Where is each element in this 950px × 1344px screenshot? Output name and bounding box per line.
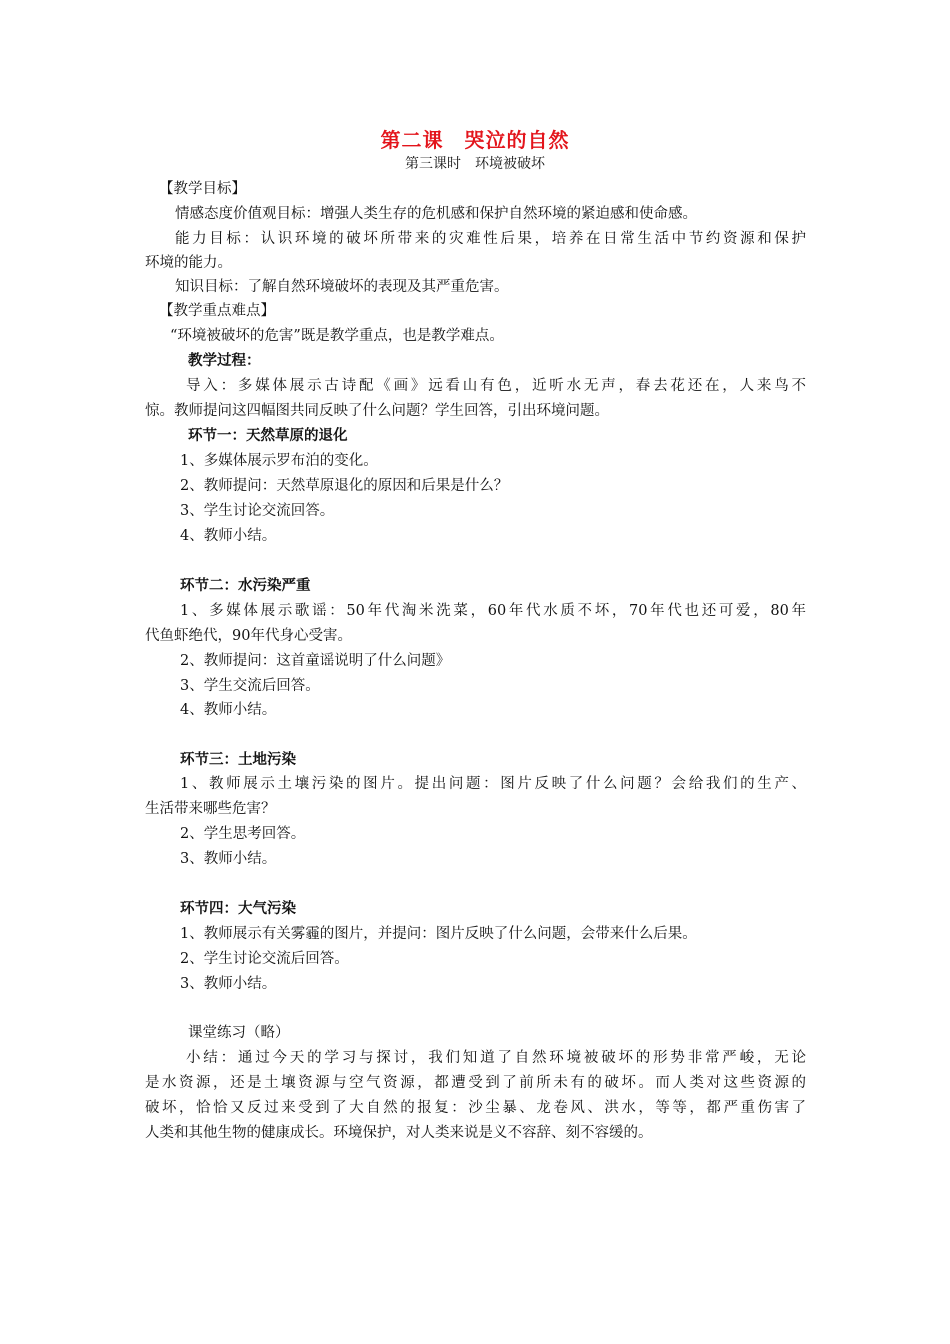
key-points-text: “环境被破坏的危害”既是教学重点，也是教学难点。 bbox=[170, 328, 504, 344]
knowledge-objective: 知识目标：了解自然环境破坏的表现及其严重危害。 bbox=[175, 279, 509, 295]
list-item: 3、教师小结。 bbox=[180, 976, 277, 992]
section2-item1-line2: 代鱼虾绝代，90年代身心受害。 bbox=[145, 628, 352, 644]
list-item: 1、教师展示有关雾霾的图片，并提问：图片反映了什么问题，会带来什么后果。 bbox=[180, 926, 697, 942]
list-item: 2、学生思考回答。 bbox=[180, 826, 306, 842]
ability-objective-line1: 能力目标：认识环境的破坏所带来的灾难性后果，培养在日常生活中节约资源和保护 bbox=[175, 231, 806, 247]
list-item: 2、学生讨论交流后回答。 bbox=[180, 951, 349, 967]
emotion-objective: 情感态度价值观目标：增强人类生存的危机感和保护自然环境的紧迫感和使命感。 bbox=[175, 206, 697, 222]
lesson-title: 第二课 哭泣的自然 bbox=[380, 128, 570, 152]
summary-line2: 是水资源，还是土壤资源与空气资源，都遭受到了前所未有的破坏。而人类对这些资源的 bbox=[145, 1075, 806, 1091]
list-item: 3、学生交流后回答。 bbox=[180, 678, 320, 694]
summary-line1: 小结：通过今天的学习与探讨，我们知道了自然环境被破坏的形势非常严峻，无论 bbox=[186, 1050, 806, 1066]
section4-heading: 环节四：大气污染 bbox=[180, 901, 296, 917]
practice-text: 课堂练习（略） bbox=[188, 1025, 290, 1041]
list-item: 4、教师小结。 bbox=[180, 528, 277, 544]
list-item: 1、多媒体展示罗布泊的变化。 bbox=[180, 453, 378, 469]
list-item: 3、教师小结。 bbox=[180, 851, 277, 867]
section2-item1-line1: 1、多媒体展示歌谣：50年代淘米洗菜，60年代水质不坏，70年代也还可爱，80年 bbox=[180, 603, 806, 619]
list-item: 4、教师小结。 bbox=[180, 702, 277, 718]
section1-heading: 环节一：天然草原的退化 bbox=[188, 428, 348, 444]
lesson-subtitle: 第三课时 环境被破坏 bbox=[405, 156, 545, 172]
section3-heading: 环节三：土地污染 bbox=[180, 752, 296, 768]
section2-heading: 环节二：水污染严重 bbox=[180, 578, 311, 594]
list-item: 2、教师提问：这首童谣说明了什么问题》 bbox=[180, 653, 451, 669]
summary-line4: 人类和其他生物的健康成长。环境保护，对人类来说是义不容辞、刻不容缓的。 bbox=[145, 1125, 653, 1141]
summary-line3: 破坏，恰恰又反过来受到了大自然的报复：沙尘暴、龙卷风、洪水，等等，都严重伤害了 bbox=[145, 1100, 806, 1116]
section3-item1-line1: 1、教师展示土壤污染的图片。提出问题：图片反映了什么问题？会给我们的生产、 bbox=[180, 776, 806, 792]
process-heading: 教学过程： bbox=[188, 353, 261, 369]
key-points-heading: 【教学重点难点】 bbox=[159, 303, 275, 319]
list-item: 2、教师提问：天然草原退化的原因和后果是什么？ bbox=[180, 478, 509, 494]
intro-line1: 导入：多媒体展示古诗配《画》远看山有色，近听水无声，春去花还在，人来鸟不 bbox=[186, 378, 806, 394]
section3-item1-line2: 生活带来哪些危害？ bbox=[145, 801, 276, 817]
ability-objective-line2: 环境的能力。 bbox=[145, 255, 232, 271]
intro-line2: 惊。教师提问这四幅图共同反映了什么问题？学生回答，引出环境问题。 bbox=[145, 403, 609, 419]
objectives-heading: 【教学目标】 bbox=[159, 181, 246, 197]
list-item: 3、学生讨论交流回答。 bbox=[180, 503, 335, 519]
